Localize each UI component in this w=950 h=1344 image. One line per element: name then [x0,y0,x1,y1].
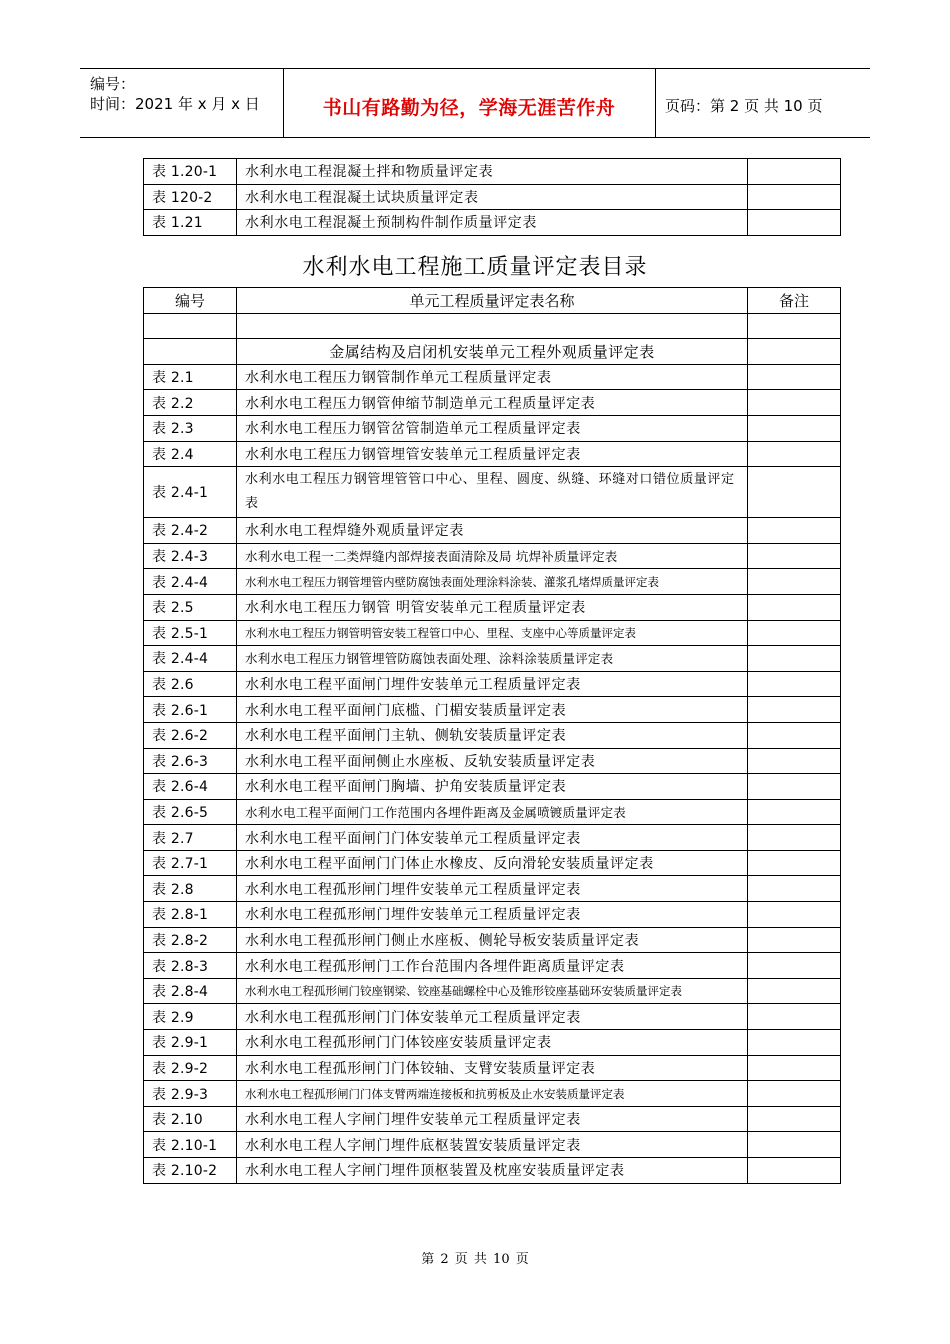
table-row [144,364,841,390]
document-number-label: 编号： [90,75,136,93]
row-name: 水利水电工程平面闸门底槛、门楣安装质量评定表 [237,697,748,723]
table-row [144,1081,841,1107]
row-name: 水利水电工程压力钢管伸缩节制造单元工程质量评定表 [237,390,748,416]
row-name: 水利水电工程混凝土预制构件制作质量评定表 [237,210,748,236]
row-note [748,876,841,902]
row-name: 水利水电工程人字闸门埋件底枢装置安装质量评定表 [237,1132,748,1158]
row-name: 水利水电工程压力钢管制作单元工程质量评定表 [237,364,748,390]
row-note [748,364,841,390]
row-note [748,1004,841,1030]
row-code: 表 2.6-5 [144,799,237,825]
table-row [144,799,841,825]
row-code: 表 2.4 [144,441,237,467]
row-code: 表 2.10-1 [144,1132,237,1158]
row-note [748,1106,841,1132]
table-row [144,184,841,210]
row-code: 表 2.8-3 [144,953,237,979]
row-name: 水利水电工程孤形闸门门体支臂两端连接板和抗剪板及止水安装质量评定表 [237,1081,748,1107]
row-note [748,594,841,620]
row-code: 表 2.5-1 [144,620,237,646]
row-note [748,415,841,441]
row-note [748,1030,841,1056]
row-name: 水利水电工程平面闸门胸墙、护角安装质量评定表 [237,774,748,800]
row-code: 表 2.6-3 [144,748,237,774]
row-code: 表 2.6-4 [144,774,237,800]
row-name: 水利水电工程平面闸侧止水座板、反轨安装质量评定表 [237,748,748,774]
row-code: 表 2.4-4 [144,646,237,672]
row-name: 水利水电工程压力钢管埋管安装单元工程质量评定表 [237,441,748,467]
row-note [748,927,841,953]
row-name: 水利水电工程孤形闸门门体铰轴、支臂安装质量评定表 [237,1055,748,1081]
row-note [748,825,841,851]
row-code: 表 2.9 [144,1004,237,1030]
table-row [144,1106,841,1132]
table-row [144,1158,841,1184]
row-name: 水利水电工程孤形闸门工作台范围内各埋件距离质量评定表 [237,953,748,979]
table-row [144,902,841,928]
table-row [144,569,841,595]
row-note [748,748,841,774]
row-name: 水利水电工程平面闸门埋件安装单元工程质量评定表 [237,671,748,697]
row-code: 表 2.2 [144,390,237,416]
row-name: 水利水电工程人字闸门埋件顶枢装置及枕座安装质量评定表 [237,1158,748,1184]
row-note [748,978,841,1004]
row-name: 水利水电工程人字闸门埋件安装单元工程质量评定表 [237,1106,748,1132]
row-code: 表 2.4-4 [144,569,237,595]
row-note [748,390,841,416]
page-header [80,68,870,138]
table-row [144,1055,841,1081]
row-code: 表 2.8-2 [144,927,237,953]
row-note [748,569,841,595]
empty-cell [144,339,237,365]
row-code: 表 2.7-1 [144,850,237,876]
row-note [748,518,841,544]
row-note [748,1158,841,1184]
table-row [144,620,841,646]
table-row [144,927,841,953]
row-name: 水利水电工程压力钢管明管安装工程管口中心、里程、支座中心等质量评定表 [237,620,748,646]
column-header-code: 编号 [144,288,237,314]
row-name: 水利水电工程平面闸门工作范围内各埋件距离及金属喷镀质量评定表 [237,799,748,825]
table-row [144,1132,841,1158]
row-note [748,1132,841,1158]
row-note [748,620,841,646]
table-row [144,774,841,800]
table-row [144,978,841,1004]
row-code: 表 2.10-2 [144,1158,237,1184]
header-meta-cell [80,69,284,137]
row-name: 水利水电工程压力钢管埋管防腐蚀表面处理、涂料涂装质量评定表 [237,646,748,672]
row-name: 水利水电工程孤形闸门埋件安装单元工程质量评定表 [237,876,748,902]
row-note [748,184,841,210]
row-code: 表 2.4-1 [144,467,237,518]
empty-cell [237,313,748,339]
row-note [748,159,841,185]
row-code: 表 2.9-2 [144,1055,237,1081]
table-row [144,210,841,236]
empty-cell [144,313,237,339]
catalog-table [143,287,841,1184]
table-row [144,467,841,518]
row-note [748,953,841,979]
row-code: 表 2.8 [144,876,237,902]
empty-row [144,313,841,339]
row-note [748,441,841,467]
row-note [748,722,841,748]
row-code: 表 2.10 [144,1106,237,1132]
header-motto-cell [283,69,656,137]
table-row [144,748,841,774]
row-note [748,646,841,672]
column-header-name: 单元工程质量评定表名称 [237,288,748,314]
row-note [748,774,841,800]
row-code: 表 2.1 [144,364,237,390]
row-code: 表 120-2 [144,184,237,210]
table-row [144,441,841,467]
row-code: 表 1.21 [144,210,237,236]
table-row [144,543,841,569]
row-note [748,671,841,697]
row-note [748,467,841,518]
section-row [144,339,841,365]
table-row [144,1004,841,1030]
table-row [144,850,841,876]
row-code: 表 2.4-3 [144,543,237,569]
row-code: 表 2.8-4 [144,978,237,1004]
row-name: 水利水电工程平面闸门门体安装单元工程质量评定表 [237,825,748,851]
row-name: 水利水电工程平面闸门主轨、侧轨安装质量评定表 [237,722,748,748]
empty-cell [748,313,841,339]
row-name: 水利水电工程焊缝外观质量评定表 [237,518,748,544]
section-title: 金属结构及启闭机安装单元工程外观质量评定表 [237,339,748,365]
row-name: 水利水电工程孤形闸门门体安装单元工程质量评定表 [237,1004,748,1030]
continued-table [143,158,841,236]
header-motto: 书山有路勤为径，学海无涯苦作舟 [322,97,616,119]
row-code: 表 2.4-2 [144,518,237,544]
table-row [144,671,841,697]
row-note [748,543,841,569]
row-note [748,850,841,876]
row-note [748,1055,841,1081]
row-code: 表 2.8-1 [144,902,237,928]
table-row [144,876,841,902]
row-code: 表 2.5 [144,594,237,620]
header-page-cell [655,69,870,137]
row-code: 表 2.3 [144,415,237,441]
row-code: 表 2.6-2 [144,722,237,748]
table-row [144,953,841,979]
table-row [144,518,841,544]
row-note [748,799,841,825]
empty-cell [748,339,841,365]
table-row [144,646,841,672]
row-name: 水利水电工程压力钢管埋管管口中心、里程、圆度、纵缝、环缝对口错位质量评定表 [237,467,748,518]
row-note [748,210,841,236]
table-row [144,697,841,723]
column-header-note: 备注 [748,288,841,314]
row-name: 水利水电工程一二类焊缝内部焊接表面清除及局 坑焊补质量评定表 [237,543,748,569]
document-date: 时间：2021 年 x 月 x 日 [90,95,260,113]
table-row [144,594,841,620]
row-code: 表 2.6-1 [144,697,237,723]
row-code: 表 2.9-1 [144,1030,237,1056]
row-name: 水利水电工程压力钢管埋管内壁防腐蚀表面处理涂料涂装、灌浆孔堵焊质量评定表 [237,569,748,595]
page-title: 水利水电工程施工质量评定表目录 [302,255,648,280]
row-note [748,902,841,928]
row-name: 水利水电工程混凝土拌和物质量评定表 [237,159,748,185]
row-code: 表 2.9-3 [144,1081,237,1107]
row-note [748,1081,841,1107]
table-row [144,1030,841,1056]
table-row [144,390,841,416]
table-row [144,159,841,185]
row-name: 水利水电工程孤形闸门门体铰座安装质量评定表 [237,1030,748,1056]
table-row [144,415,841,441]
row-code: 表 1.20-1 [144,159,237,185]
row-name: 水利水电工程孤形闸门铰座钢梁、铰座基础螺栓中心及锥形铰座基础环安装质量评定表 [237,978,748,1004]
header-page-number: 页码：第 2 页 共 10 页 [665,97,823,115]
table-row [144,825,841,851]
row-name: 水利水电工程压力钢管 明管安装单元工程质量评定表 [237,594,748,620]
row-code: 表 2.7 [144,825,237,851]
table-row [144,722,841,748]
row-name: 水利水电工程混凝土试块质量评定表 [237,184,748,210]
row-name: 水利水电工程压力钢管岔管制造单元工程质量评定表 [237,415,748,441]
row-name: 水利水电工程孤形闸门侧止水座板、侧轮导板安装质量评定表 [237,927,748,953]
row-note [748,697,841,723]
page-footer: 第 2 页 共 10 页 [421,1252,529,1267]
row-code: 表 2.6 [144,671,237,697]
row-name: 水利水电工程平面闸门门体止水橡皮、反向滑轮安装质量评定表 [237,850,748,876]
table-header-row [144,288,841,314]
row-name: 水利水电工程孤形闸门埋件安装单元工程质量评定表 [237,902,748,928]
